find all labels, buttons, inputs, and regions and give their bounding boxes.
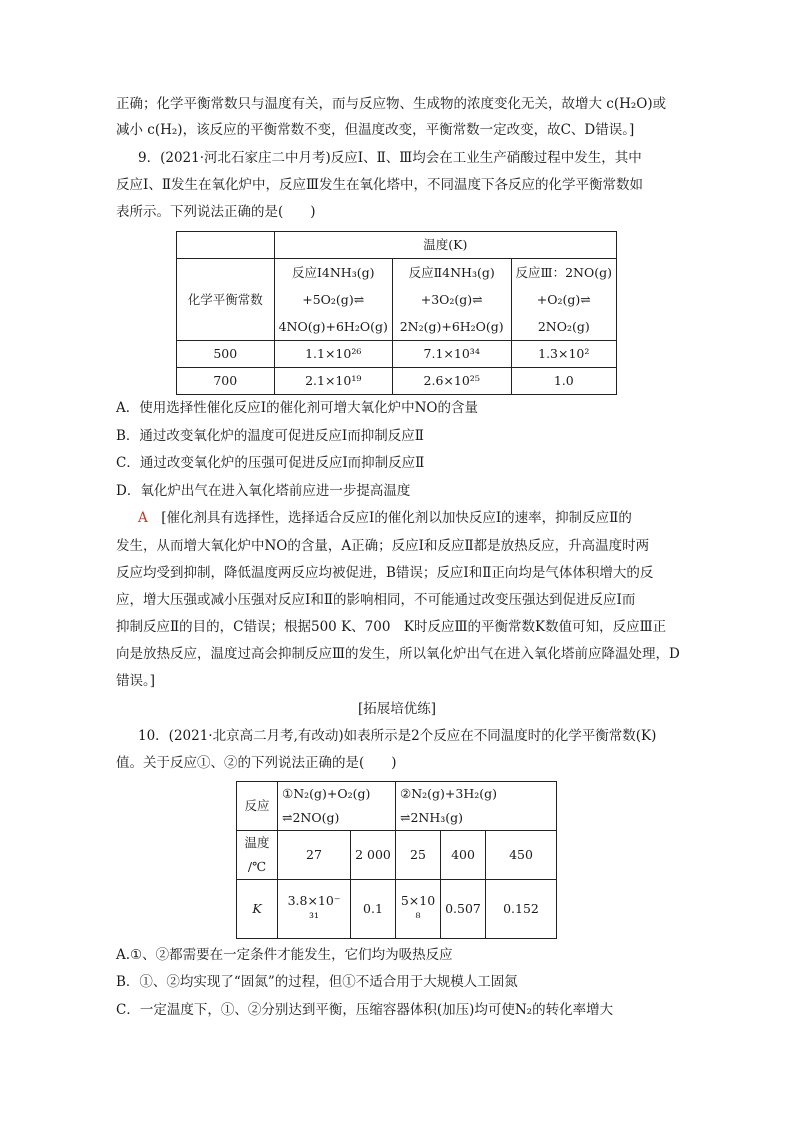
constant-row-header: 化学平衡常数 bbox=[177, 259, 275, 341]
prev-explanation-line-1: 正确；化学平衡常数只与温度有关，而与反应物、生成物的浓度变化无关，故增大 c(H₂O)或 bbox=[116, 96, 667, 112]
q9-explanation-line-4: 应，增大压强或减小压强对反应Ⅰ和Ⅱ的影响相同，不可能通过改变压强达到促进反应Ⅰ而 bbox=[116, 592, 636, 608]
section-title: [拓展培优练] bbox=[357, 701, 437, 717]
reaction-2-equation: ②N₂(g)+3H₂(g) ⇌2NH₃(g) bbox=[396, 782, 557, 831]
reaction-1-equation: ①N₂(g)+O₂(g) ⇌2NO(g) bbox=[278, 782, 396, 831]
q10-option-c: C．一定温度下，①、②分别达到平衡，压缩容器体积(加压)均可使N₂的转化率增大 bbox=[116, 1002, 614, 1018]
q9-explanation-line-1: A [催化剂具有选择性，选择适合反应Ⅰ的催化剂以加快反应Ⅰ的速率，抑制反应Ⅱ的 bbox=[138, 510, 632, 526]
q9-stem-line-3: 表所示。下列说法正确的是( ) bbox=[116, 204, 316, 220]
temperature-header: 温度 /℃ bbox=[237, 831, 278, 880]
q9-stem-line-1: 9．(2021·河北石家庄二中月考)反应Ⅰ、Ⅱ、Ⅲ均会在工业生产硝酸过程中发生，其中 bbox=[138, 150, 642, 166]
reaction-header: 反应 bbox=[237, 782, 278, 831]
k-header: K bbox=[237, 880, 278, 939]
k-value-cell: 3.8×10⁻ ³¹ bbox=[278, 880, 351, 939]
q10-constant-table bbox=[236, 781, 557, 939]
q9-option-c: C．通过改变氧化炉的压强可促进反应Ⅰ而抑制反应Ⅱ bbox=[116, 455, 425, 471]
q10-stem-line-1: 10．(2021·北京高二月考,有改动)如表所示是2个反应在不同温度时的化学平衡常数(K) bbox=[138, 728, 657, 744]
table-row: 温度 /℃ 27 2 000 25 400 450 bbox=[237, 831, 557, 880]
prev-explanation-line-2: 减小 c(H₂)，该反应的平衡常数不变，但温度改变，平衡常数一定改变，故C、D错误。] bbox=[116, 122, 635, 138]
reaction-1-cell: 反应Ⅰ4NH₃(g) +5O₂(g)⇌ 4NO(g)+6H₂O(g) bbox=[274, 259, 392, 341]
q9-explanation-line-6: 向是放热反应，温度过高会抑制反应Ⅲ的发生，所以氧化炉出气在进入氧化塔前应降温处理，D bbox=[116, 646, 680, 662]
reaction-3-cell: 反应Ⅲ：2NO(g) +O₂(g)⇌ 2NO₂(g) bbox=[511, 259, 616, 341]
table-corner-cell bbox=[177, 232, 275, 259]
q9-explanation-line-2: 发生，从而增大氧化炉中NO的含量，A正确；反应Ⅰ和反应Ⅱ都是放热反应，升高温度时两 bbox=[116, 538, 650, 554]
q9-equilibrium-table bbox=[176, 231, 617, 395]
table-row: 700 2.1×10¹⁹ 2.6×10²⁵ 1.0 bbox=[177, 368, 617, 395]
q9-explanation-line-7: 错误。] bbox=[116, 673, 156, 689]
q9-stem-line-2: 反应Ⅰ、Ⅱ发生在氧化炉中，反应Ⅲ发生在氧化塔中，不同温度下各反应的化学平衡常数如 bbox=[116, 177, 644, 193]
q10-stem-line-2: 值。关于反应①、②的下列说法正确的是( ) bbox=[116, 755, 397, 771]
q9-explanation-line-5: 抑制反应Ⅱ的目的，C错误；根据500 K、700 K时反应Ⅲ的平衡常数K数值可知，反应Ⅲ正 bbox=[116, 619, 667, 635]
reaction-2-cell: 反应Ⅱ4NH₃(g) +3O₂(g)⇌ 2N₂(g)+6H₂O(g) bbox=[392, 259, 511, 341]
q9-answer: A bbox=[138, 510, 148, 526]
table-row: K 3.8×10⁻ ³¹ 0.1 5×10 ⁸ 0.507 0.152 bbox=[237, 880, 557, 939]
q9-option-d: D．氧化炉出气在进入氧化塔前应进一步提高温度 bbox=[116, 483, 411, 499]
q9-option-b: B．通过改变氧化炉的温度可促进反应Ⅰ而抑制反应Ⅱ bbox=[116, 428, 424, 444]
temperature-header: 温度(K) bbox=[274, 232, 616, 259]
q9-explanation-line-3: 反应均受到抑制，降低温度两反应均被促进，B错误；反应Ⅰ和Ⅱ正向均是气体体积增大的反 bbox=[116, 565, 654, 581]
q10-option-a: A.①、②都需要在一定条件才能发生，它们均为吸热反应 bbox=[116, 947, 453, 963]
k-value-cell: 5×10 ⁸ bbox=[396, 880, 441, 939]
table-row: 500 1.1×10²⁶ 7.1×10³⁴ 1.3×10² bbox=[177, 341, 617, 368]
q10-option-b: B．①、②均实现了“固氮”的过程，但①不适合用于大规模人工固氮 bbox=[116, 974, 518, 990]
q9-option-a: A．使用选择性催化反应Ⅰ的催化剂可增大氧化炉中NO的含量 bbox=[116, 400, 478, 416]
